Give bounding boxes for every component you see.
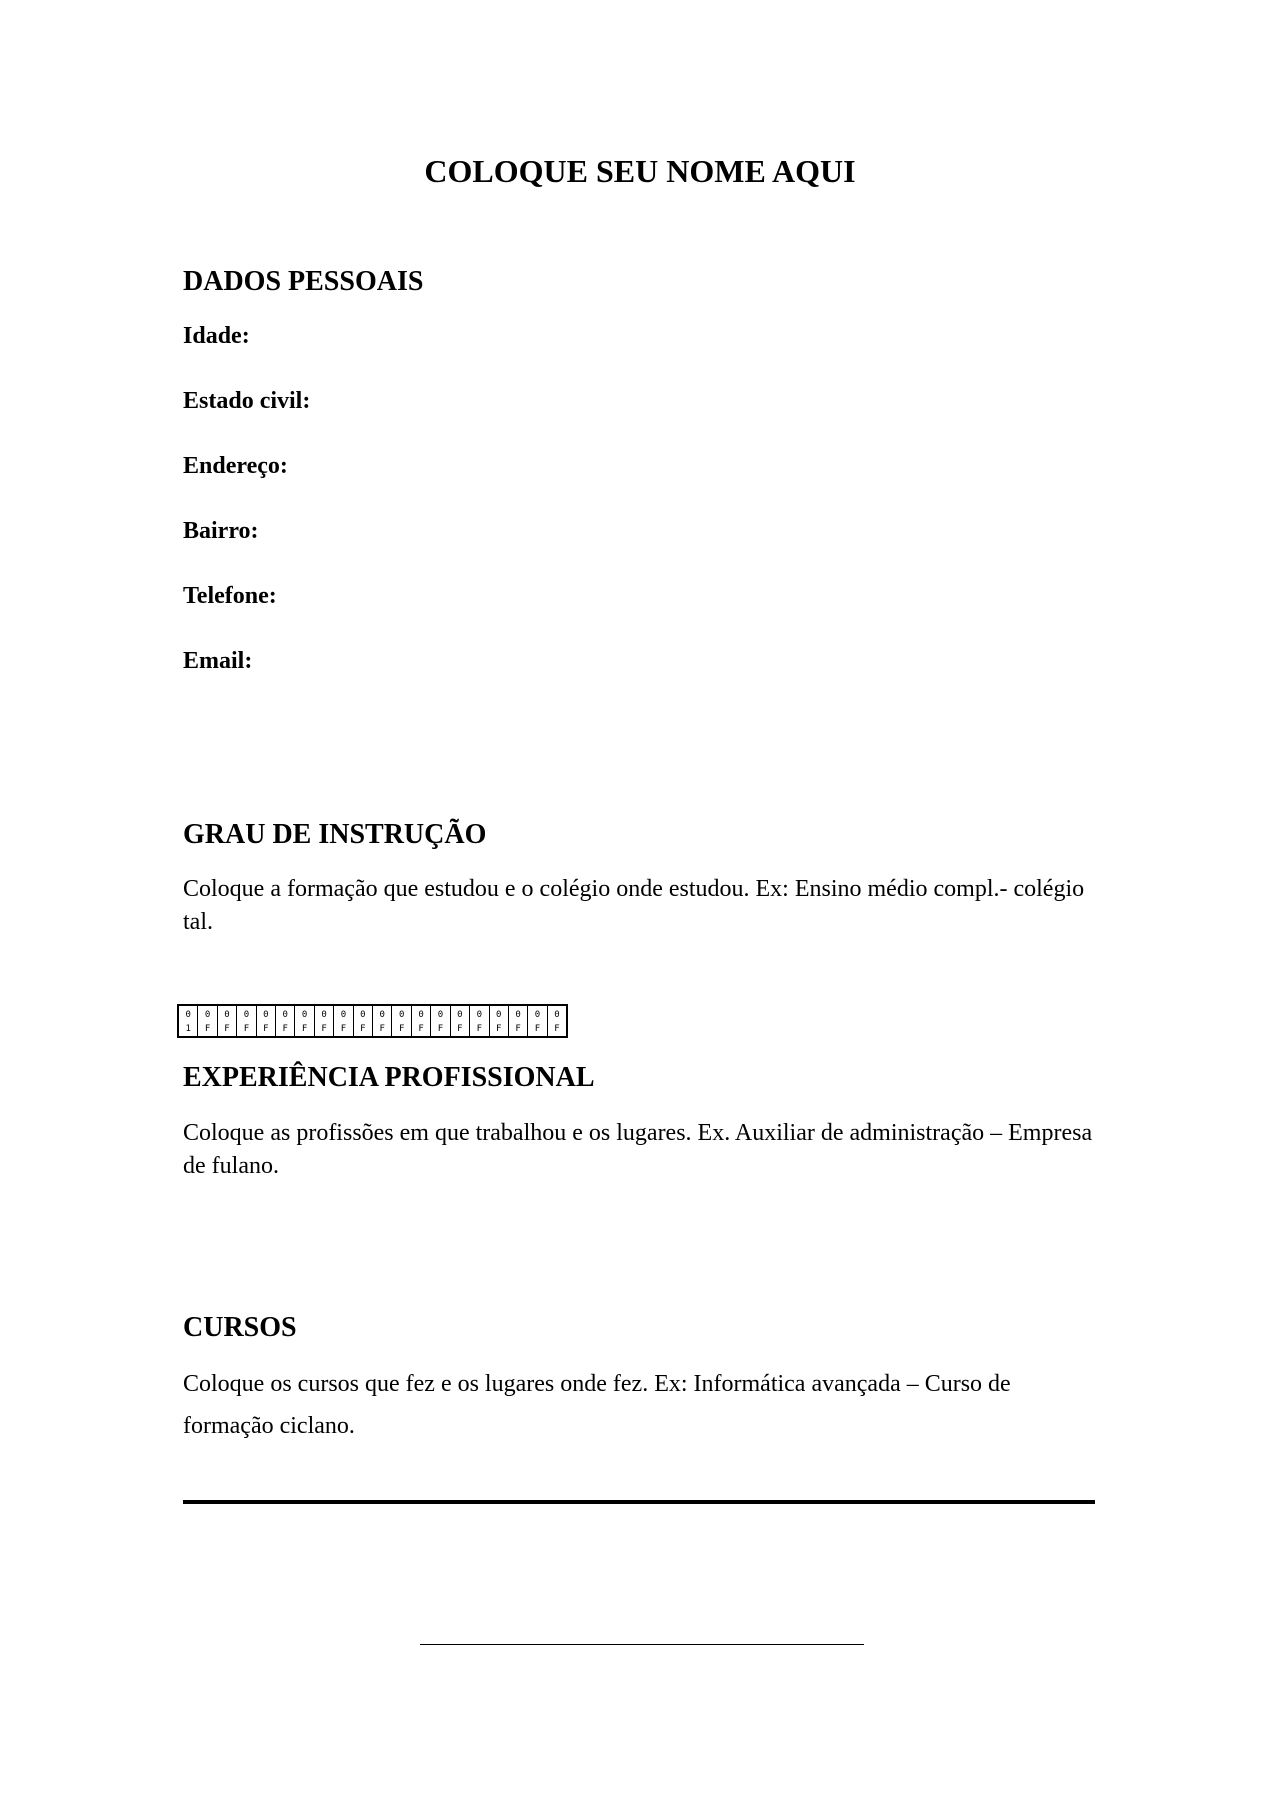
field-code-top: 0 xyxy=(243,1009,250,1020)
education-heading: GRAU DE INSTRUÇÃO xyxy=(183,819,487,850)
field-code-top: 0 xyxy=(457,1009,463,1020)
field-code-top: 0 xyxy=(534,1009,541,1020)
field-code-bottom: F xyxy=(301,1023,308,1034)
field-code-top: 0 xyxy=(554,1009,560,1020)
field-label-phone: Telefone: xyxy=(183,583,277,609)
field-code-cell xyxy=(509,1006,528,1036)
field-code-bottom: F xyxy=(457,1023,463,1034)
field-code-top: 0 xyxy=(476,1009,482,1020)
field-code-top: 0 xyxy=(495,1009,502,1020)
field-code-cell xyxy=(490,1006,509,1036)
field-code-cell xyxy=(392,1006,411,1036)
field-label-address: Endereço: xyxy=(183,453,288,479)
field-code-cell xyxy=(237,1006,256,1036)
field-code-top: 0 xyxy=(398,1009,405,1020)
field-code-top: 0 xyxy=(301,1009,308,1020)
field-code-top: 0 xyxy=(204,1009,211,1020)
field-code-top: 0 xyxy=(321,1009,327,1020)
field-code-bottom: F xyxy=(476,1023,482,1034)
field-code-cell xyxy=(295,1006,314,1036)
section-divider xyxy=(183,1500,1095,1504)
field-code-top: 0 xyxy=(418,1009,424,1020)
field-code-top: 0 xyxy=(515,1009,521,1020)
field-code-bottom: 1 xyxy=(185,1023,191,1034)
field-code-top: 0 xyxy=(379,1009,385,1020)
experience-text: Coloque as profissões em que trabalhou e os lugares. Ex. Auxiliar de administração – Empresa de fulano. xyxy=(183,1120,1093,1179)
field-code-bottom: F xyxy=(243,1023,250,1034)
field-label-email: Email: xyxy=(183,648,253,674)
field-code-top: 0 xyxy=(340,1009,347,1020)
field-code-cell xyxy=(451,1006,470,1036)
field-label-marital-status: Estado civil: xyxy=(183,388,311,414)
field-code-top: 0 xyxy=(437,1009,444,1020)
field-code-bottom: F xyxy=(437,1023,444,1034)
field-code-placeholder xyxy=(177,1004,568,1038)
field-code-top: 0 xyxy=(224,1009,230,1020)
courses-heading: CURSOS xyxy=(183,1312,297,1343)
field-code-cell xyxy=(198,1006,217,1036)
field-code-cell xyxy=(528,1006,547,1036)
field-code-cell xyxy=(257,1006,276,1036)
field-code-cell xyxy=(548,1006,566,1036)
field-code-bottom: F xyxy=(379,1023,385,1034)
field-code-cell xyxy=(218,1006,237,1036)
page-title: COLOQUE SEU NOME AQUI xyxy=(424,153,856,189)
field-code-bottom: F xyxy=(515,1023,521,1034)
field-code-bottom: F xyxy=(321,1023,327,1034)
field-code-bottom: F xyxy=(340,1023,347,1034)
field-code-bottom: F xyxy=(534,1023,541,1034)
education-text: Coloque a formação que estudou e o colégio onde estudou. Ex: Ensino médio compl.- colégio tal. xyxy=(183,876,1085,935)
field-code-bottom: F xyxy=(495,1023,502,1034)
personal-data-heading: DADOS PESSOAIS xyxy=(183,266,424,297)
experience-heading: EXPERIÊNCIA PROFISSIONAL xyxy=(183,1062,595,1093)
field-code-top: 0 xyxy=(360,1009,366,1020)
signature-line xyxy=(420,1644,864,1645)
field-code-cell xyxy=(373,1006,392,1036)
field-code-bottom: F xyxy=(263,1023,269,1034)
field-code-bottom: F xyxy=(282,1023,288,1034)
field-code-cell xyxy=(470,1006,489,1036)
field-code-bottom: F xyxy=(224,1023,230,1034)
field-code-bottom: F xyxy=(554,1023,560,1034)
field-code-bottom: F xyxy=(418,1023,424,1034)
field-code-bottom: F xyxy=(398,1023,405,1034)
field-code-cell xyxy=(315,1006,334,1036)
field-label-neighborhood: Bairro: xyxy=(183,518,259,544)
field-code-bottom: F xyxy=(360,1023,366,1034)
field-code-bottom: F xyxy=(204,1023,211,1034)
field-code-cell xyxy=(179,1006,198,1036)
field-code-cell xyxy=(334,1006,353,1036)
field-code-cell xyxy=(276,1006,295,1036)
field-code-cell xyxy=(431,1006,450,1036)
courses-text: Coloque os cursos que fez e os lugares onde fez. Ex: Informática avançada – Curso de formação ciclano. xyxy=(183,1371,1011,1439)
field-code-top: 0 xyxy=(263,1009,269,1020)
field-code-cell xyxy=(354,1006,373,1036)
field-code-top: 0 xyxy=(282,1009,288,1020)
field-code-cell xyxy=(412,1006,431,1036)
field-label-age: Idade: xyxy=(183,323,250,349)
field-code-top: 0 xyxy=(185,1009,191,1020)
